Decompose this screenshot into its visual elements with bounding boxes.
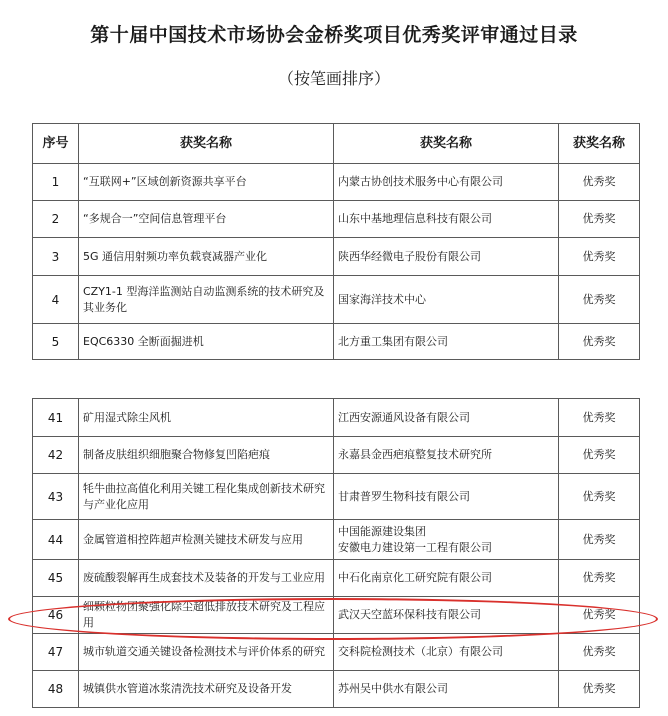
- table-row: [33, 671, 640, 708]
- project-name: 牦牛曲拉高值化利用关键工程化集成创新技术研究与产业化应用: [79, 474, 334, 520]
- project-name: 制备皮肤组织细胞聚合物修复凹陷疤痕: [79, 437, 334, 474]
- table-row: [33, 437, 640, 474]
- table-row: [33, 560, 640, 597]
- project-name: 细颗粒物团聚强化除尘超低排放技术研究及工程应用: [79, 597, 334, 634]
- row-number: 45: [33, 560, 79, 597]
- table-row: [33, 634, 640, 671]
- organization-name: 武汉天空蓝环保科技有限公司: [334, 597, 559, 634]
- project-name: 废硫酸裂解再生成套技术及装备的开发与工业应用: [79, 560, 334, 597]
- document-subtitle: （按笔画排序）: [277, 69, 390, 88]
- project-name: “互联网+”区域创新资源共享平台: [79, 164, 334, 201]
- award-level: 优秀奖: [559, 671, 640, 708]
- row-number: 3: [33, 238, 79, 276]
- organization-name: 山东中基地理信息科技有限公司: [334, 201, 559, 238]
- award-level: 优秀奖: [559, 164, 640, 201]
- project-name: “多规合一”空间信息管理平台: [79, 201, 334, 238]
- award-level: 优秀奖: [559, 597, 640, 634]
- table-row: [33, 597, 640, 634]
- table-body-part2: [33, 399, 640, 708]
- row-number: 44: [33, 520, 79, 560]
- organization-name: 陕西华经微电子股份有限公司: [334, 238, 559, 276]
- organization-name: 北方重工集团有限公司: [334, 324, 559, 360]
- table-row: [33, 324, 640, 360]
- award-level: 优秀奖: [559, 238, 640, 276]
- row-number: 46: [33, 597, 79, 634]
- project-name: EQC6330 全断面掘进机: [79, 324, 334, 360]
- organization-name: 苏州吴中供水有限公司: [334, 671, 559, 708]
- table-row: [33, 201, 640, 238]
- row-number: 42: [33, 437, 79, 474]
- organization-name: 中国能源建设集团 安徽电力建设第一工程有限公司: [334, 520, 559, 560]
- award-level: 优秀奖: [559, 474, 640, 520]
- col-header-number: 序号: [33, 124, 79, 164]
- col-header-award: 获奖名称: [559, 124, 640, 164]
- row-number: 48: [33, 671, 79, 708]
- organization-name: 江西安源通风设备有限公司: [334, 399, 559, 437]
- award-level: 优秀奖: [559, 437, 640, 474]
- table-row: [33, 164, 640, 201]
- col-header-project: 获奖名称: [79, 124, 334, 164]
- table-header-row: [33, 124, 640, 164]
- table-row: [33, 399, 640, 437]
- organization-name: 交科院检测技术（北京）有限公司: [334, 634, 559, 671]
- row-number: 4: [33, 276, 79, 324]
- project-name: CZY1-1 型海洋监测站自动监测系统的技术研究及其业务化: [79, 276, 334, 324]
- document-title: 第十届中国技术市场协会金桥奖项目优秀奖评审通过目录: [90, 24, 578, 46]
- row-number: 41: [33, 399, 79, 437]
- award-level: 优秀奖: [559, 520, 640, 560]
- awards-table-part1: [32, 123, 640, 360]
- organization-name: 内蒙古协创技术服务中心有限公司: [334, 164, 559, 201]
- organization-name: 甘肃普罗生物科技有限公司: [334, 474, 559, 520]
- row-number: 1: [33, 164, 79, 201]
- award-level: 优秀奖: [559, 634, 640, 671]
- table-row: [33, 238, 640, 276]
- project-name: 5G 通信用射频功率负载衰减器产业化: [79, 238, 334, 276]
- organization-name: 国家海洋技术中心: [334, 276, 559, 324]
- project-name: 城市轨道交通关键设备检测技术与评价体系的研究: [79, 634, 334, 671]
- project-name: 城镇供水管道冰浆清洗技术研究及设备开发: [79, 671, 334, 708]
- row-number: 2: [33, 201, 79, 238]
- award-level: 优秀奖: [559, 560, 640, 597]
- row-number: 47: [33, 634, 79, 671]
- award-level: 优秀奖: [559, 276, 640, 324]
- table-body-part1: [33, 164, 640, 360]
- table-row: [33, 276, 640, 324]
- project-name: 金属管道相控阵超声检测关键技术研发与应用: [79, 520, 334, 560]
- table-row: [33, 474, 640, 520]
- organization-name: 中石化南京化工研究院有限公司: [334, 560, 559, 597]
- row-number: 43: [33, 474, 79, 520]
- project-name: 矿用湿式除尘风机: [79, 399, 334, 437]
- col-header-organization: 获奖名称: [334, 124, 559, 164]
- award-level: 优秀奖: [559, 399, 640, 437]
- awards-table-part2: [32, 398, 640, 708]
- row-number: 5: [33, 324, 79, 360]
- award-level: 优秀奖: [559, 201, 640, 238]
- award-level: 优秀奖: [559, 324, 640, 360]
- organization-name: 永嘉县金西疤痕整复技术研究所: [334, 437, 559, 474]
- table-row: [33, 520, 640, 560]
